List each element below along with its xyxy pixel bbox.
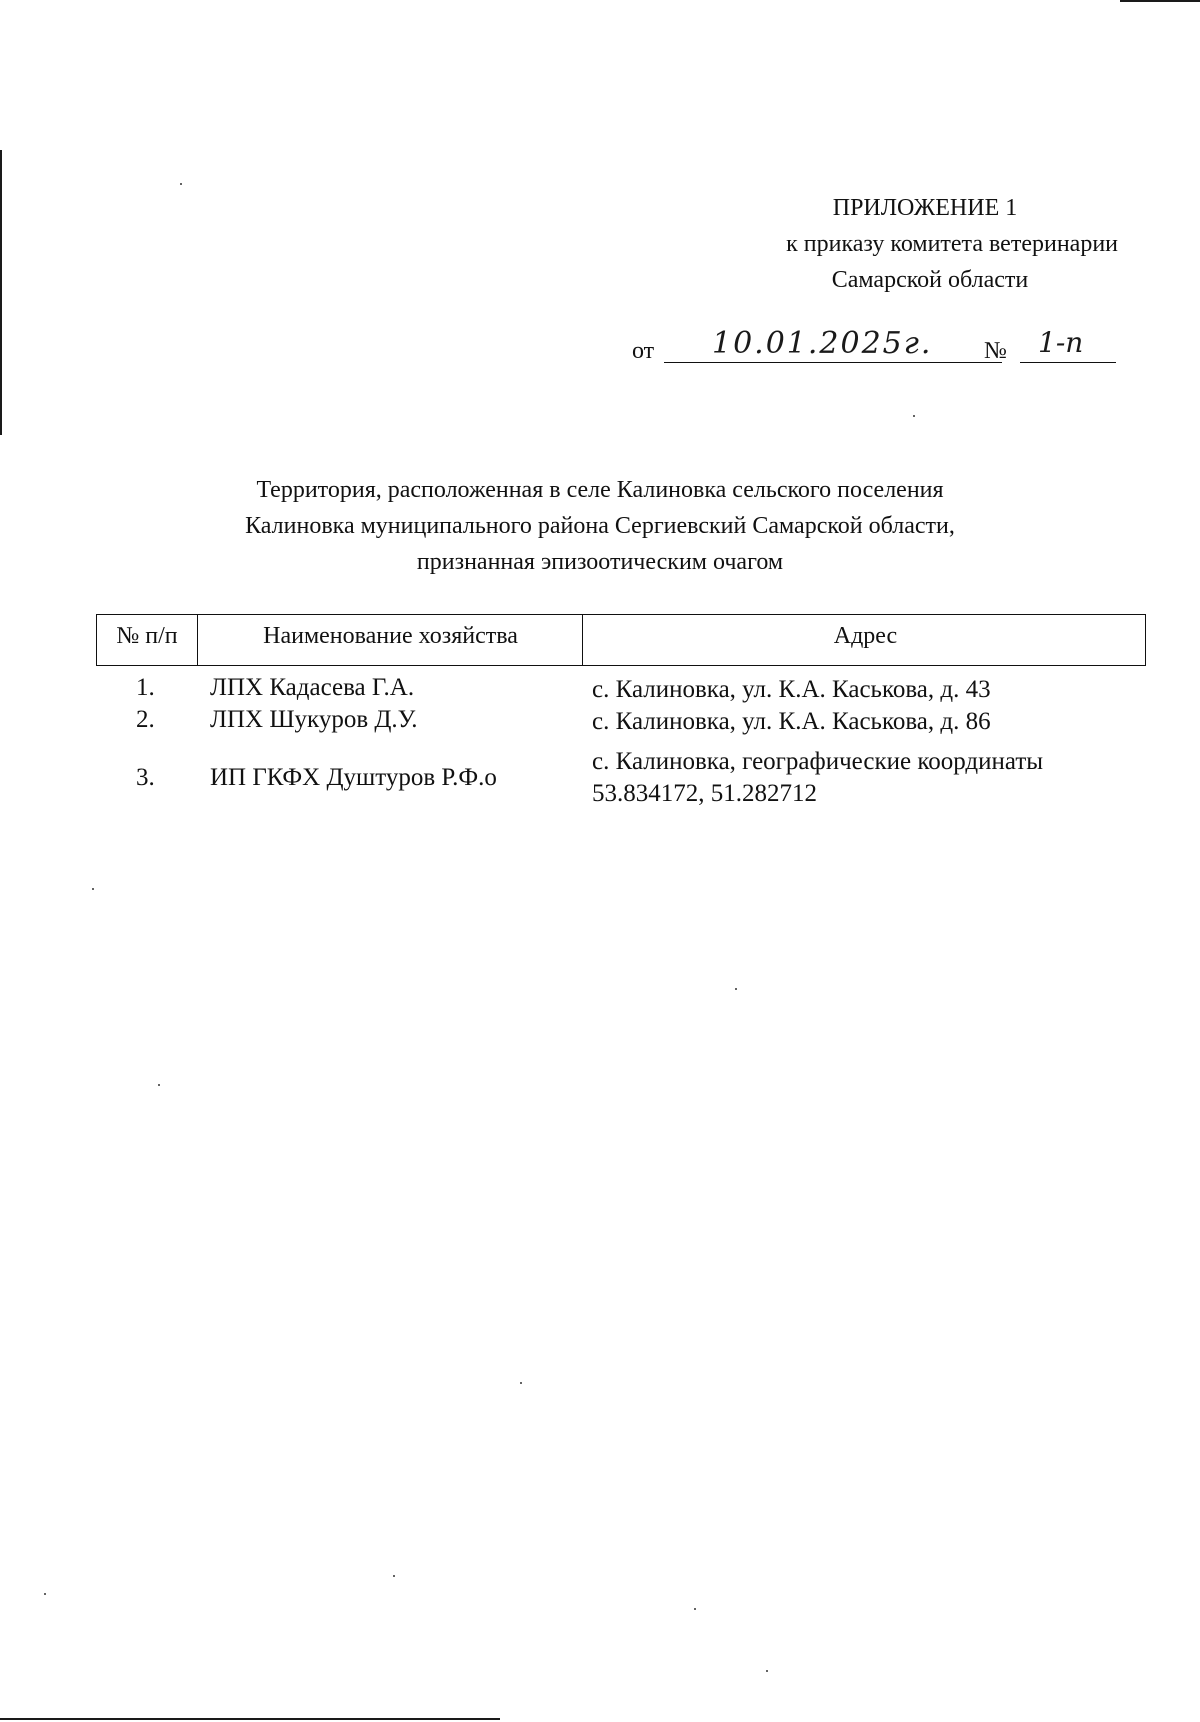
scan-speck [694, 1608, 696, 1610]
scan-speck [158, 1084, 160, 1086]
row-number: 1. [136, 674, 155, 701]
table-header [96, 614, 1146, 666]
scan-speck [180, 183, 182, 185]
number-field [1020, 328, 1116, 363]
date-label: от [632, 338, 655, 364]
farm-address [592, 674, 1152, 706]
handwritten-number: 1-п [1038, 326, 1084, 359]
farm-address [592, 746, 1152, 810]
farms-table [96, 614, 1146, 810]
order-date-number-line [632, 328, 1122, 368]
scan-edge-bottom [0, 1718, 500, 1720]
heading-line-1: Территория, расположенная в селе Калиновка сельского поселения [256, 477, 944, 503]
farm-address [592, 706, 1152, 738]
appendix-region: Самарской области [831, 267, 1029, 293]
table-row [96, 674, 1146, 706]
handwritten-date: 10.01.2025г. [712, 326, 933, 361]
document-heading [150, 472, 1050, 580]
address-line-1: с. Калиновка, ул. К.А. Каськова, д. 86 [592, 708, 991, 735]
column-header-farm-name: Наименование хозяйства [197, 615, 583, 665]
column-header-number: № п/п [116, 623, 178, 649]
scan-speck [92, 888, 94, 890]
row-number: 2. [136, 706, 155, 733]
scan-speck [766, 1670, 768, 1672]
farm-name: ЛПХ Шукуров Д.У. [210, 706, 418, 733]
number-label: № [984, 338, 1007, 364]
scan-speck [393, 1575, 395, 1577]
farm-name: ЛПХ Кадасева Г.А. [210, 674, 415, 701]
scan-speck [735, 988, 737, 990]
scan-edge-top-right [1120, 0, 1200, 2]
appendix-header [700, 190, 1130, 298]
row-number: 3. [136, 764, 155, 791]
appendix-title: ПРИЛОЖЕНИЕ 1 [832, 195, 1018, 221]
appendix-order-reference: к приказу комитета ветеринарии [786, 231, 1118, 257]
column-header-address: Адрес [582, 615, 1148, 665]
scan-speck [913, 415, 915, 417]
address-line-2: 53.834172, 51.282712 [592, 780, 817, 807]
scan-speck [520, 1382, 522, 1384]
scan-speck [44, 1593, 46, 1595]
date-field [664, 328, 1002, 363]
table-row [96, 706, 1146, 738]
address-line-1: с. Калиновка, географические координаты [592, 748, 1044, 775]
address-line-1: с. Калиновка, ул. К.А. Каськова, д. 43 [592, 676, 991, 703]
heading-line-3: признанная эпизоотическим очагом [416, 549, 784, 575]
table-row [96, 746, 1146, 810]
farm-name: ИП ГКФХ Душтуров Р.Ф.о [210, 764, 497, 791]
scan-edge-left [0, 150, 2, 435]
heading-line-2: Калиновка муниципального района Сергиевский Самарской области, [245, 513, 955, 539]
